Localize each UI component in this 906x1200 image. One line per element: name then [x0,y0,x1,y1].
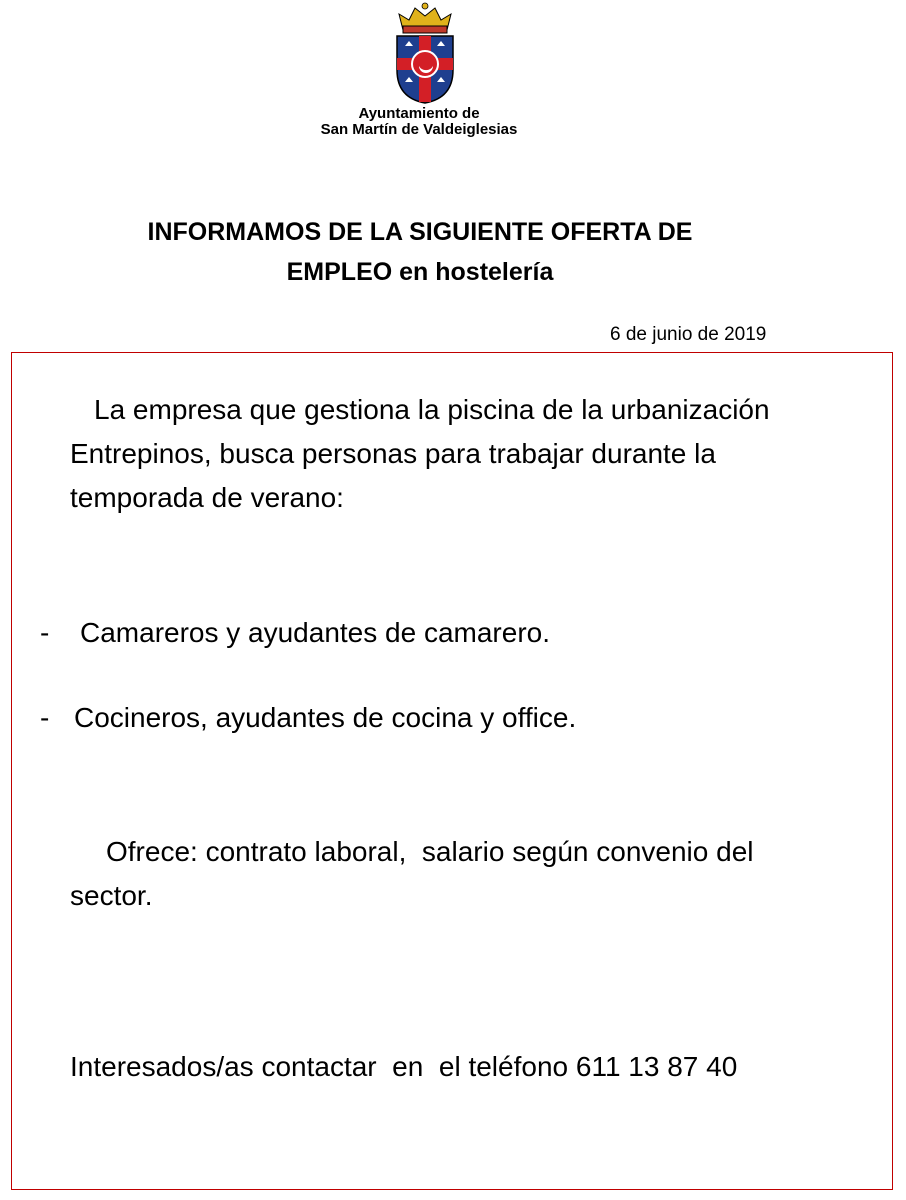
bullet-dash: - [40,617,50,648]
page-title [0,212,840,292]
org-line-1: Ayuntamiento de [358,105,480,122]
contact-line: Interesados/as contactar en el teléfono 611 13 87 40 [70,1051,738,1082]
list-item [40,611,550,655]
date-label: 6 de junio de 2019 [610,324,767,345]
offer-paragraph: Ofrece: contrato laboral, salario según convenio del sector. [70,836,762,911]
bullet-dash: - [40,702,50,733]
organization-name [300,106,538,138]
title-line-2: EMPLEO en hostelería [286,258,554,286]
list-item-text: Camareros y ayudantes de camarero. [80,617,550,648]
coat-of-arms-icon [385,0,465,105]
list-item-text: Cocineros, ayudantes de cocina y office. [74,702,577,733]
org-line-2: San Martín de Valdeiglesias [320,121,518,138]
title-line-1: INFORMAMOS DE LA SIGUIENTE OFERTA DE [147,218,693,246]
intro-paragraph: La empresa que gestiona la piscina de la urbanización Entrepinos, busca personas para trabajar durante la temporada de verano: [70,394,770,513]
list-item [40,696,576,740]
